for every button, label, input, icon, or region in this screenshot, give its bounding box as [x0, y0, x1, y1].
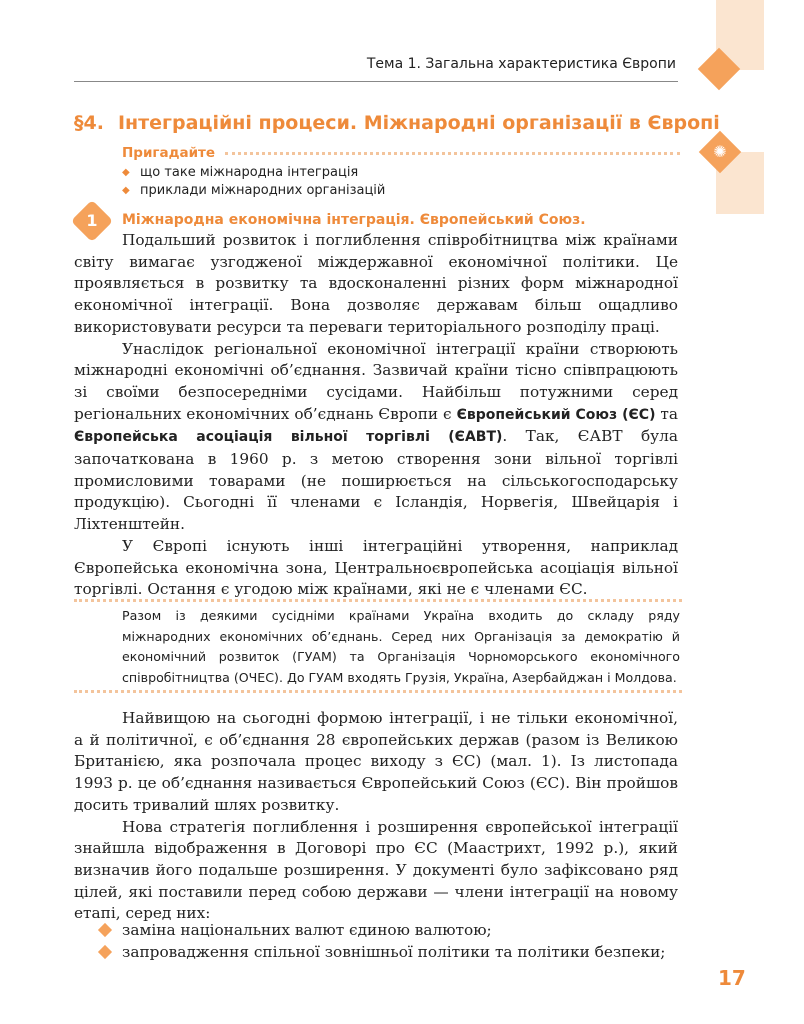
running-title: Тема 1. Загальна характеристика Європи [366, 56, 676, 72]
note-text: Разом із деякими сусідніми країнами Україна входить до складу ряду міжнародних економічних об’єднань. Серед них Організація за демократію й економічний розвиток (ГУАМ) та Організація Чорноморського економічного співробітництва (ОЧЕС). До ГУАМ входять Грузія, Україна, Азербайджан і Молдова. [122, 608, 680, 685]
remind-block [122, 145, 680, 200]
diamond-bullet-icon [98, 923, 112, 937]
remind-divider [225, 152, 680, 155]
paragraph-number: §4. [74, 112, 104, 134]
term-eu: Європейський Союз (ЄС) [456, 406, 656, 423]
paragraph-title-text: Інтеграційні процеси. Міжнародні організації в Європі [117, 112, 720, 134]
section-number: 1 [86, 211, 98, 230]
list-item: запровадження спільної зовнішньої політики та політики безпеки; [96, 942, 686, 964]
diamond-bullet-icon: ◆ [122, 167, 130, 178]
paragraph: Унаслідок регіональної економічної інтеграції країни створюють міжнародні економічні об’єднання. Зазвичай країни тісно співпрацюють зі своїми безпосередніми сусідами. Найбільш потужними серед регіональних економічних об’єднань Європи є Європейський Союз (ЄС) та Європейська асоціація вільної торгівлі (ЄАВТ). Так, ЄАВТ була започаткована в 1960 р. з метою створення зони вільної торгівлі промисловими товарами (не поширюється на сільськогосподарську продукцію). Сьогодні її членами є Ісландія, Норвегія, Швейцарія і Ліхтенштейн. [74, 339, 678, 534]
paragraph-title [74, 112, 720, 134]
paragraph: Нова стратегія поглиблення і розширення європейської інтеграції знайшла відображення в Договорі про ЄС (Маастрихт, 1992 р.), який визначив його подальше розширення. У документі було зафіксовано ряд цілей, які поставили перед собою держави — члени інтеграції на новому етапі, серед них: [74, 817, 678, 923]
body-text [74, 708, 678, 925]
goals-list [96, 920, 686, 963]
list-item: ◆ що таке міжнародна інтеграція [122, 165, 359, 180]
lightbulb-icon: ✺ [713, 142, 727, 161]
section-title: Міжнародна економічна інтеграція. Європейський Союз. [122, 212, 586, 228]
remind-list [122, 164, 680, 200]
note-divider-bottom [74, 690, 682, 693]
paragraph: Найвищою на сьогодні формою інтеграції, і не тільки економічної, а й політичної, є об’єднання 28 європейських держав (разом із Великою Британією, яка розпочала процес виходу з ЄС) (мал. 1). Із листопада 1993 р. це об’єднання називається Європейський Союз (ЄС). Він пройшов досить тривалий шлях розвитку. [74, 709, 678, 814]
page-number: 17 [718, 966, 746, 990]
header-divider [74, 81, 678, 82]
list-item: ◆ приклади міжнародних організацій [122, 183, 386, 198]
diamond-bullet-icon: ◆ [122, 185, 130, 196]
remind-label: Пригадайте [122, 145, 216, 161]
term-efta: Європейська асоціація вільної торгівлі (ЄАВТ) [74, 429, 503, 446]
remind-header [122, 145, 680, 161]
list-item: заміна національних валют єдиною валютою; [96, 920, 686, 942]
diamond-bullet-icon [98, 945, 112, 959]
note-divider-top [74, 599, 682, 602]
paragraph: У Європі існують інші інтеграційні утворення, наприклад Європейська економічна зона, Центральноєвропейська асоціація вільної торгівлі. Остання є угодою між країнами, які не є членами ЄС. [74, 536, 678, 599]
body-text [74, 230, 678, 601]
paragraph: Подальший розвиток і поглиблення співробітництва між країнами світу вимагає узгодженої міждержавної економічної політики. Це проявляється в розвитку та вдосконаленні різних форм міжнародної економічної інтеграції. Вона дозволяє державам більш ощадливо використовувати ресурси та переваги територіального розподілу праці. [74, 231, 678, 336]
